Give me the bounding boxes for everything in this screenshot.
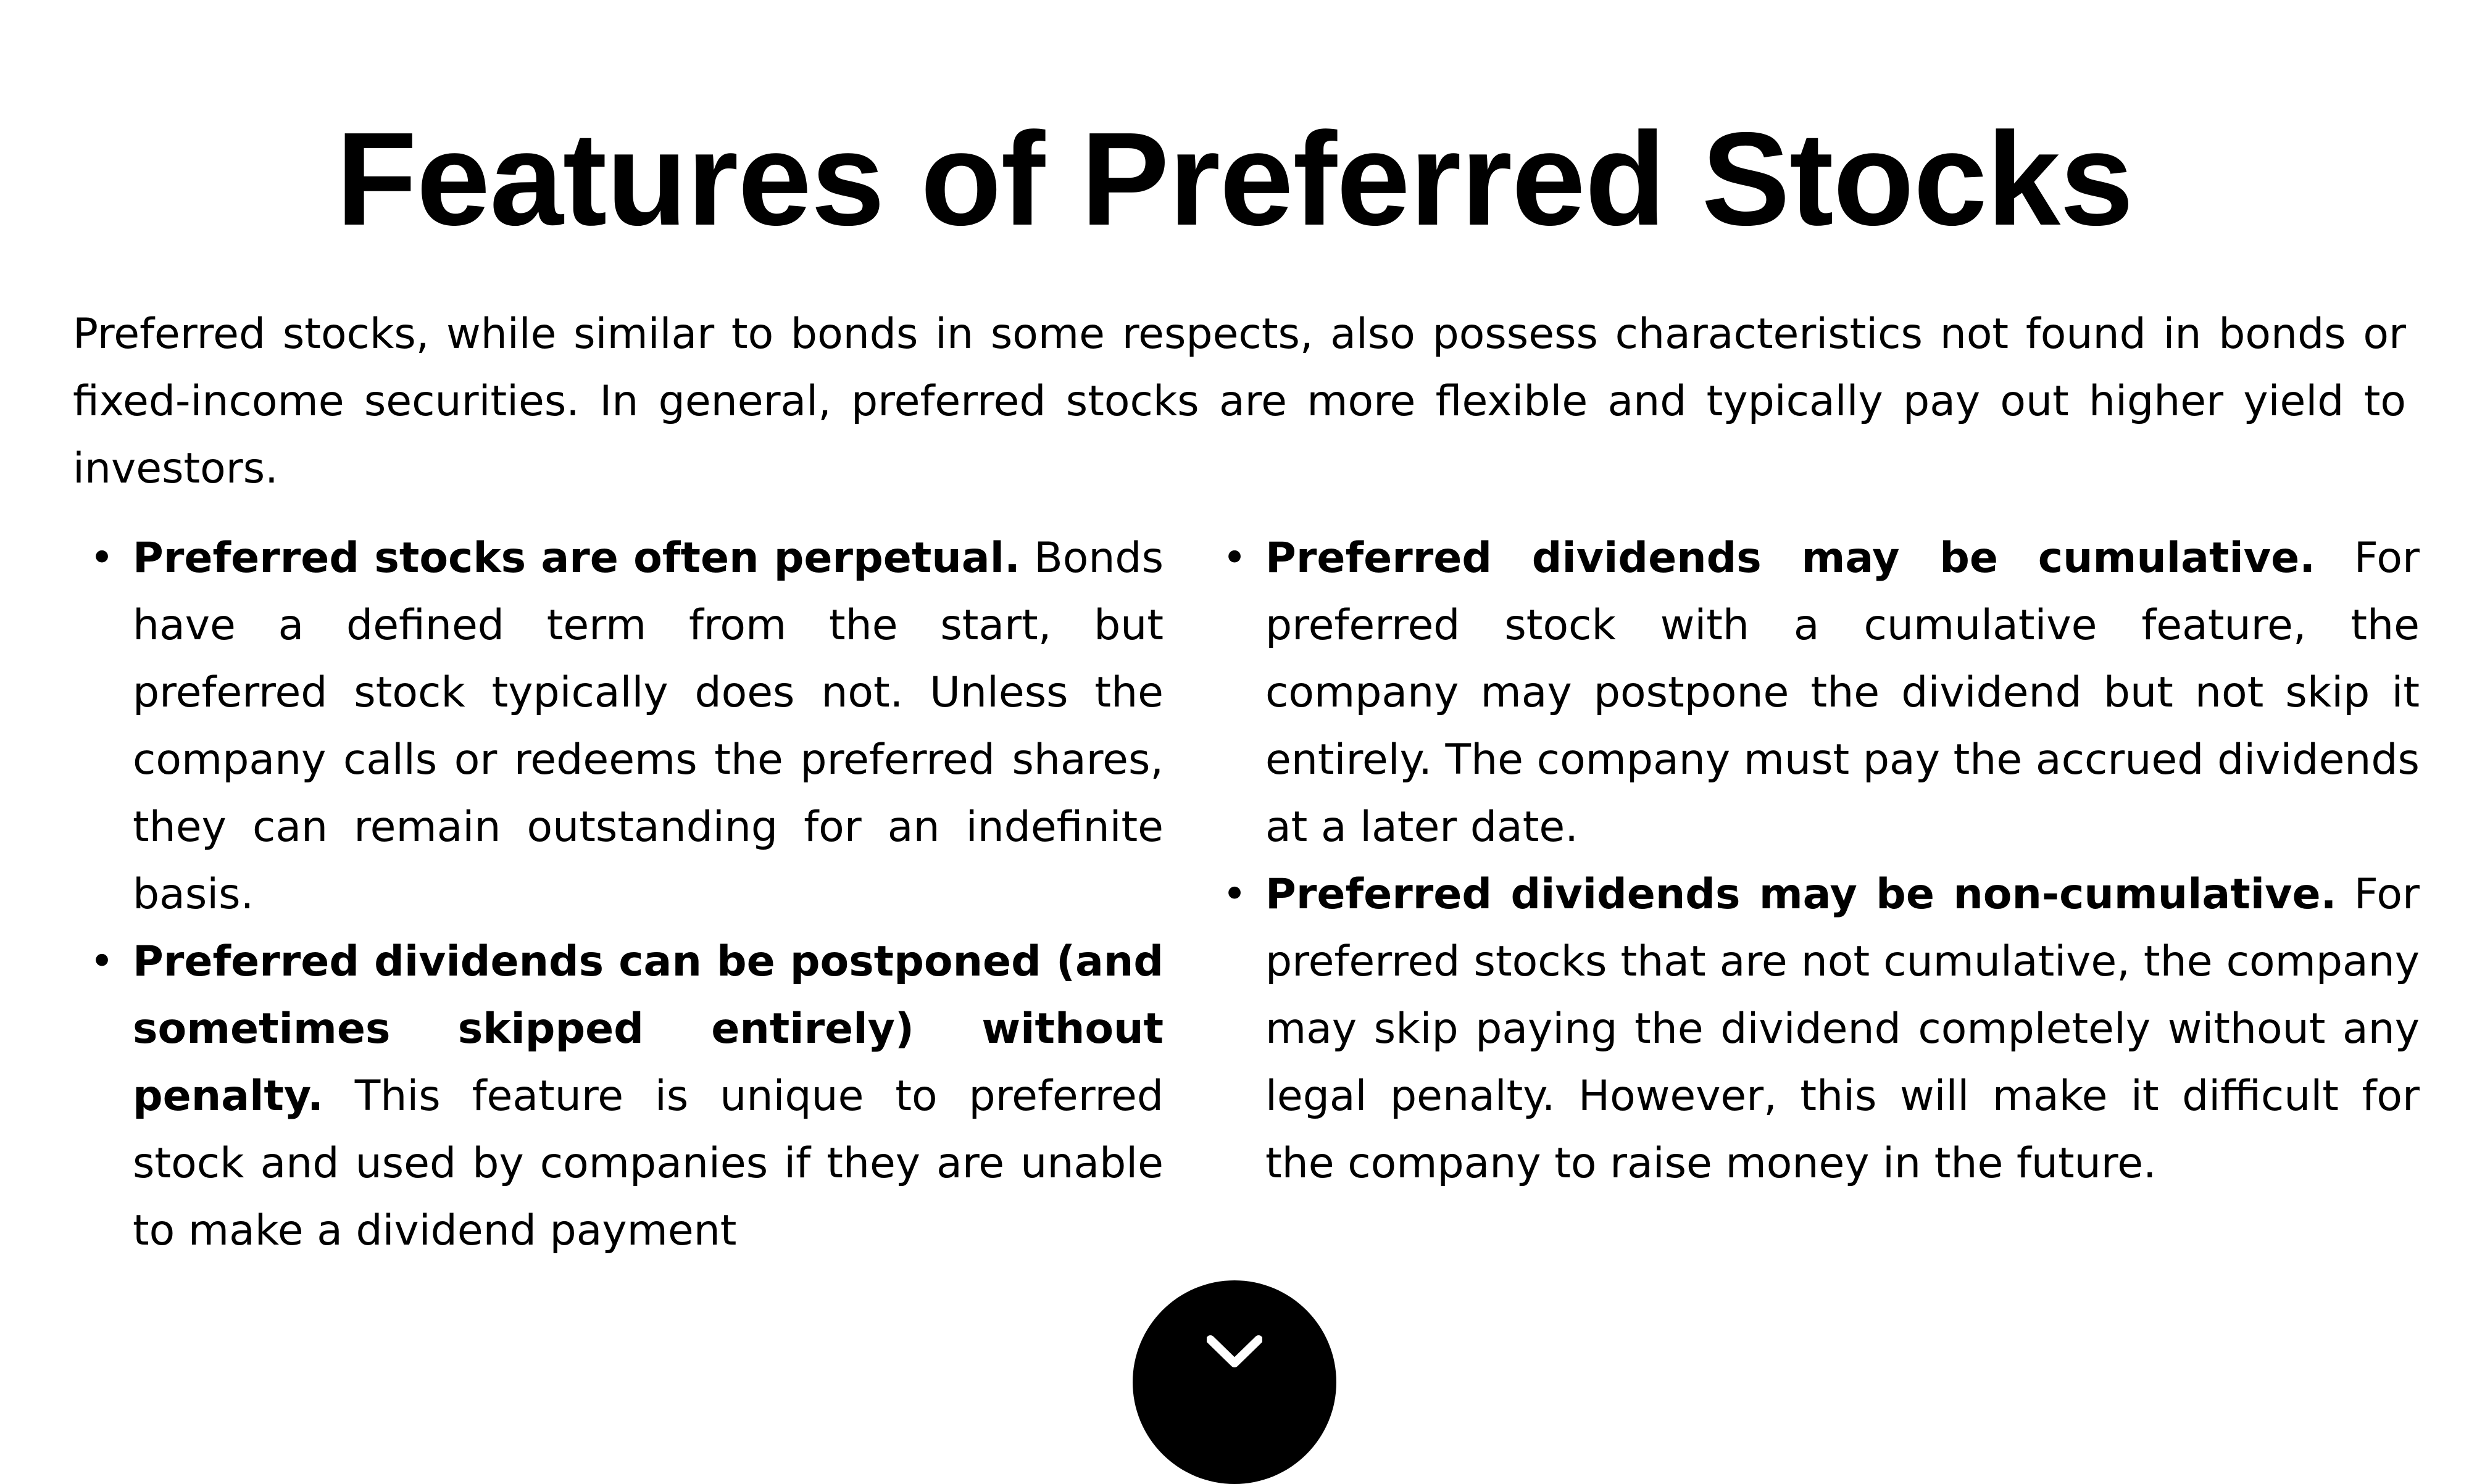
bullet-heading: Preferred dividends may be cumulative. xyxy=(1265,534,2316,582)
bullet-text: For preferred stocks that are not cumulative, the company may skip paying the dividend completely without any legal penalty. However, this will make it difficult for the company to raise money in the future. xyxy=(1265,870,2420,1188)
list-item xyxy=(1222,861,2420,1197)
chevron-down-icon xyxy=(1207,1335,1262,1369)
bullet-text: For preferred stock with a cumulative feature, the company may postpone the dividend but not skip it entirely. The company must pay the accrued dividends at a later date. xyxy=(1265,534,2420,852)
bullet-text: Bonds have a defined term from the start, but preferred stock typically does not. Unless the company calls or redeems the preferred shares, they can remain outstanding for an indefinite basis. xyxy=(133,534,1164,919)
list-item xyxy=(90,524,1164,928)
bullet-heading: Preferred dividends may be non-cumulative. xyxy=(1265,870,2337,919)
left-bullet-list xyxy=(90,524,1164,1264)
right-bullet-list xyxy=(1222,524,2420,1197)
page-title: Features of Preferred Stocks xyxy=(336,104,2133,253)
bullet-text: This feature is unique to preferred stock and used by companies if they are unable to make a dividend payment xyxy=(133,1072,1164,1255)
intro-paragraph: Preferred stocks, while similar to bonds in some respects, also possess characteristics not found in bonds or fixed-income securities. In general, preferred stocks are more flexible and typically pay out higher yield to investors. xyxy=(73,310,2406,493)
bullet-icon: • xyxy=(1222,534,1247,582)
bullet-heading: Preferred stocks are often perpetual. xyxy=(133,534,1020,582)
bullet-icon: • xyxy=(1222,870,1247,919)
bullet-heading: Preferred dividends can be postponed (and sometimes skipped entirely) without penalty. xyxy=(133,937,1164,1121)
bullet-icon: • xyxy=(90,937,115,986)
bullet-icon: • xyxy=(90,534,115,582)
scroll-down-button[interactable] xyxy=(1133,1280,1336,1484)
list-item xyxy=(90,928,1164,1264)
list-item xyxy=(1222,524,2420,861)
